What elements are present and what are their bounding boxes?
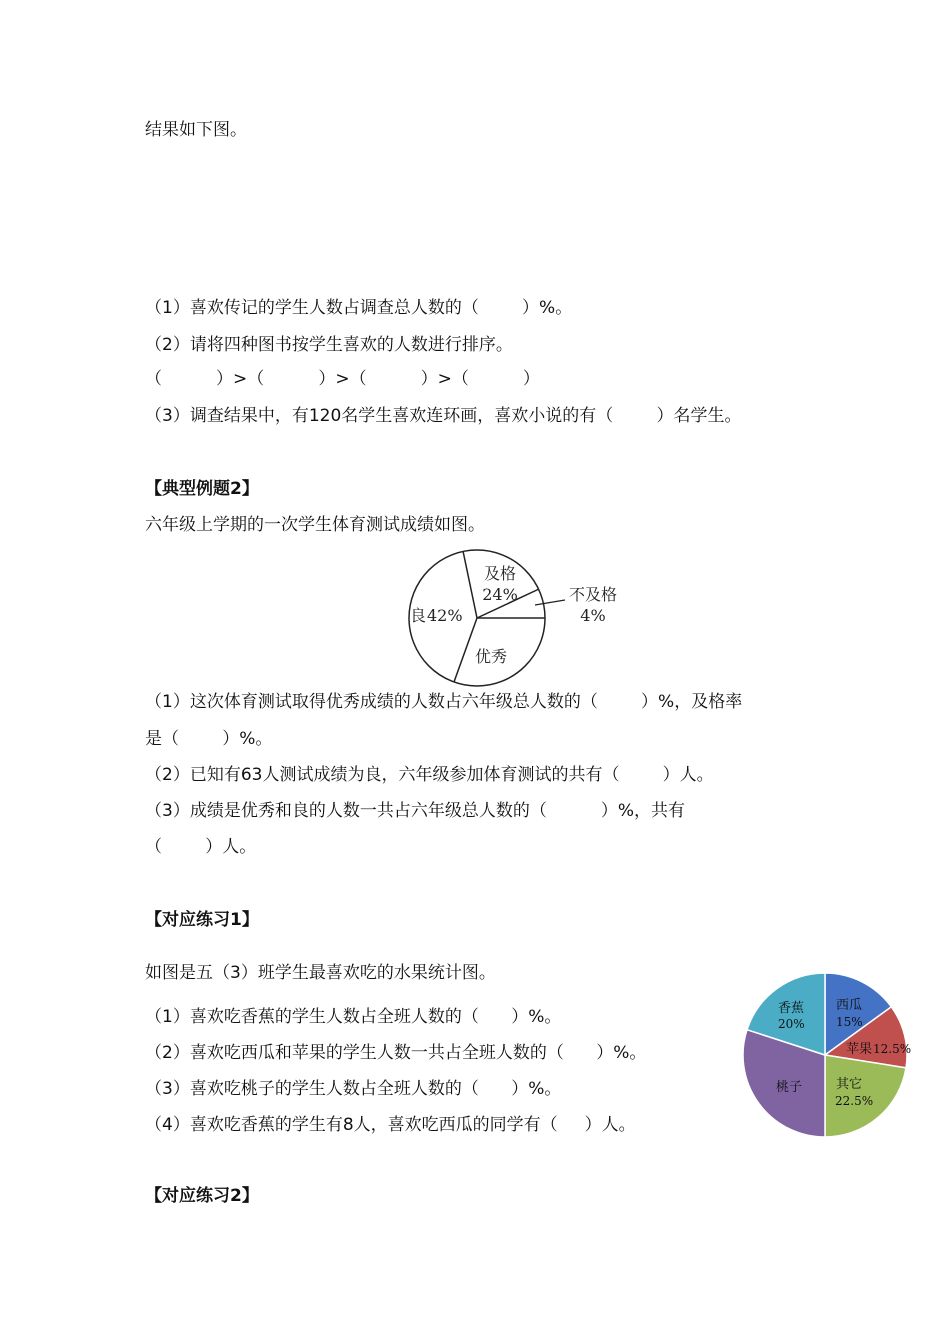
practice1-question-3: （3）喜欢吃桃子的学生人数占全班人数的（ ）%。: [145, 1079, 562, 1099]
slice-value-other: 22.5%: [835, 1094, 874, 1108]
fruit-pie-chart: [740, 970, 910, 1140]
example2-question-3-line2: （ ）人。: [145, 837, 257, 857]
example2-heading: 【典型例题2】: [145, 479, 259, 499]
slice-label-watermelon: 西瓜: [836, 998, 863, 1013]
example1-question-2: （2）请将四种图书按学生喜欢的人数进行排序。: [145, 335, 513, 355]
slice-label-apple-group: [846, 1042, 911, 1057]
slice-label-fail: 不及格: [568, 585, 618, 604]
slice-label-peach: 桃子: [776, 1080, 803, 1095]
slice-label-banana: 香蕉: [778, 1001, 805, 1016]
practice1-intro: 如图是五（3）班学生最喜欢吃的水果统计图。: [145, 963, 496, 983]
example2-question-1-line1: （1）这次体育测试取得优秀成绩的人数占六年级总人数的（ ）%，及格率: [145, 692, 743, 712]
example1-question-1: （1）喜欢传记的学生人数占调查总人数的（ ）%。: [145, 298, 573, 318]
example2-intro: 六年级上学期的一次学生体育测试成绩如图。: [145, 515, 485, 535]
slice-value-watermelon: 15%: [836, 1015, 863, 1029]
slice-value-pass: 24%: [482, 585, 518, 604]
slice-label-apple: 苹果: [846, 1042, 873, 1057]
practice2-heading: 【对应练习2】: [145, 1186, 259, 1206]
slice-label-other: 其它: [836, 1077, 863, 1092]
intro-line: 结果如下图。: [145, 120, 247, 140]
practice1-heading: 【对应练习1】: [145, 910, 259, 930]
example1-question-2-blanks: （ ）>（ ）>（ ）>（ ）: [145, 369, 540, 389]
slice-value-good: 42%: [427, 606, 463, 625]
practice1-question-4: （4）喜欢吃香蕉的学生有8人，喜欢吃西瓜的同学有（ ）人。: [145, 1115, 636, 1135]
slice-label-good-group: [410, 606, 463, 625]
practice1-question-1: （1）喜欢吃香蕉的学生人数占全班人数的（ ）%。: [145, 1007, 562, 1027]
slice-value-fail: 4%: [580, 606, 606, 625]
practice1-question-2: （2）喜欢吃西瓜和苹果的学生人数一共占全班人数的（ ）%。: [145, 1043, 647, 1063]
slice-label-good: 良: [410, 606, 427, 625]
slice-value-banana: 20%: [778, 1017, 805, 1031]
exam-score-pie-chart: [405, 548, 635, 693]
slice-label-pass: 及格: [483, 564, 517, 583]
example2-question-1-line2: 是（ ）%。: [145, 729, 273, 749]
slice-label-excellent: 优秀: [474, 647, 508, 666]
example2-question-2: （2）已知有63人测试成绩为良，六年级参加体育测试的共有（ ）人。: [145, 765, 714, 785]
example1-question-3: （3）调查结果中，有120名学生喜欢连环画，喜欢小说的有（ ）名学生。: [145, 406, 742, 426]
slice-value-apple: 12.5%: [873, 1042, 912, 1056]
example2-question-3-line1: （3）成绩是优秀和良的人数一共占六年级总人数的（ ）%，共有: [145, 801, 686, 821]
